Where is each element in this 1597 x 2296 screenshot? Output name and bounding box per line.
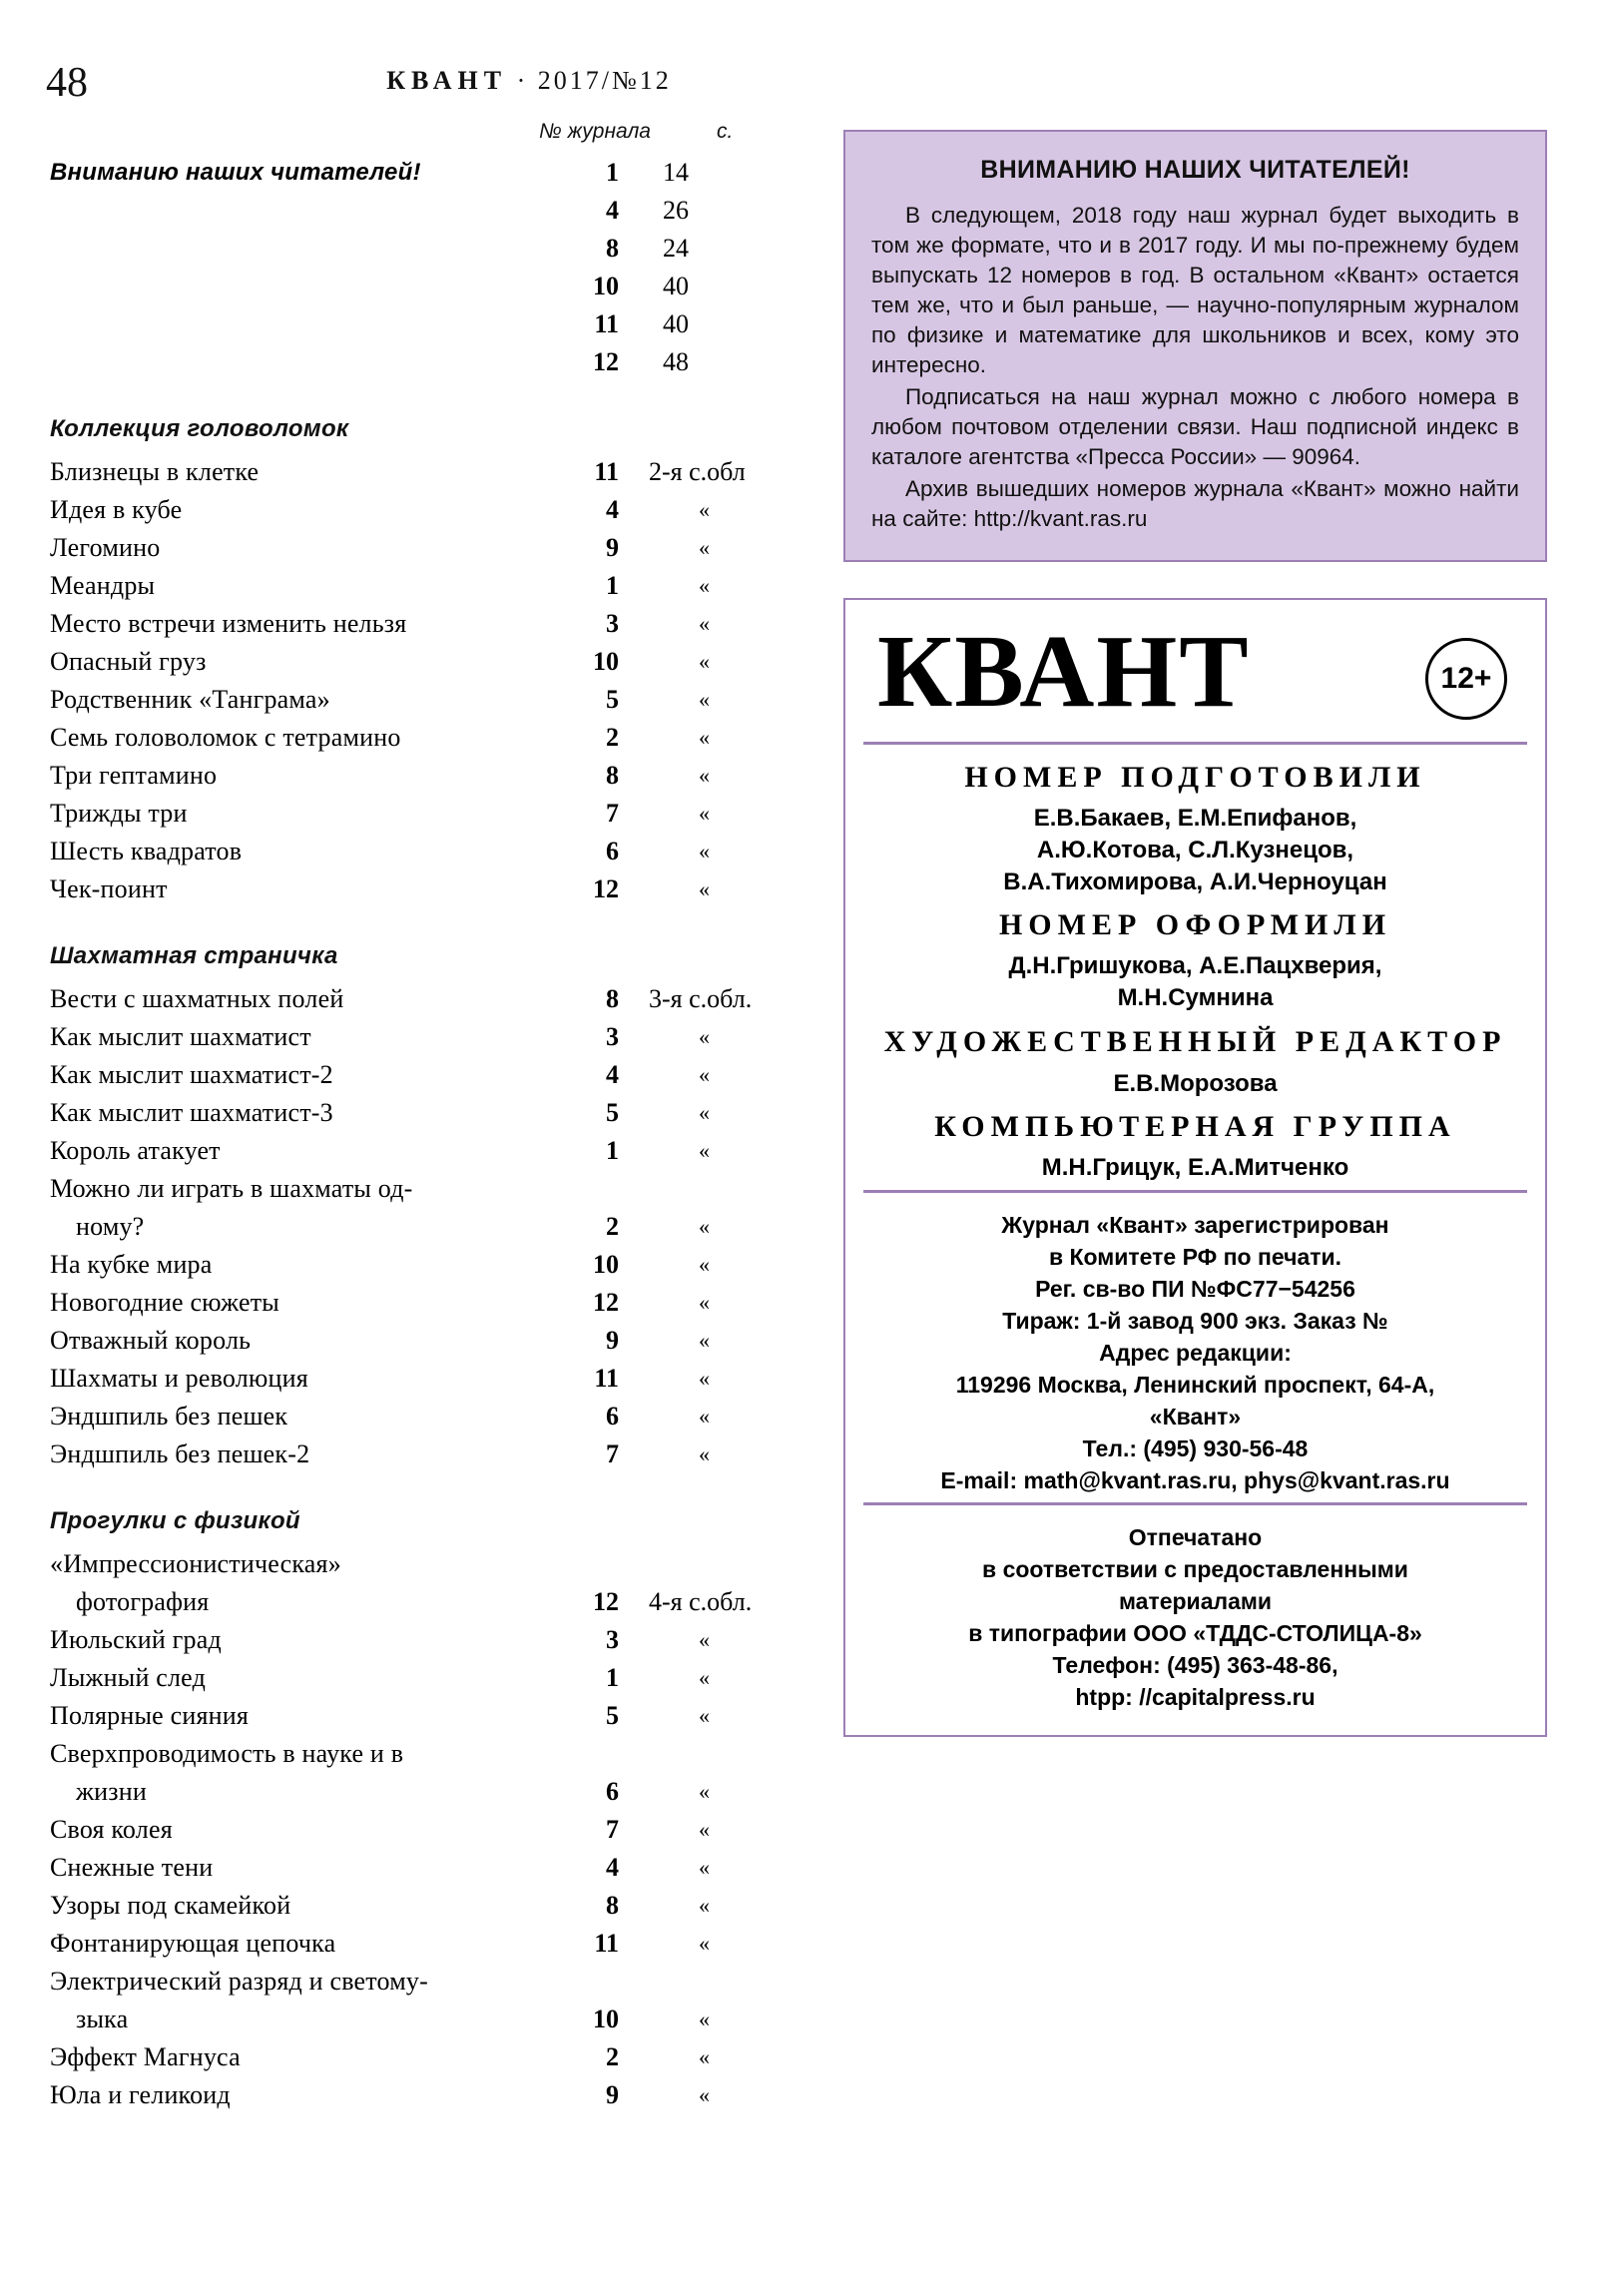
contents-row[interactable]	[50, 1773, 779, 1811]
entry-issue-number: 10	[593, 647, 619, 676]
entry-page-number: «	[699, 839, 710, 863]
entry-title: Чек-поинт	[50, 874, 168, 903]
entry-title: Эндшпиль без пешек	[50, 1402, 288, 1431]
age-rating-badge: 12+	[1425, 638, 1507, 720]
entry-title: Шесть квадратов	[50, 837, 243, 865]
contents-row[interactable]	[50, 1963, 779, 2001]
entry-page-number: «	[699, 1441, 710, 1466]
section-spacer	[50, 381, 779, 415]
contents-row[interactable]	[50, 230, 779, 268]
contents-row[interactable]	[50, 833, 779, 870]
header-separator: ·	[516, 66, 529, 95]
contents-row[interactable]	[50, 1659, 779, 1697]
contents-row[interactable]	[50, 719, 779, 757]
contents-row[interactable]	[50, 1322, 779, 1360]
entry-issue-number: 8	[606, 1891, 619, 1920]
entry-page-number: «	[699, 2007, 710, 2031]
entry-title: На кубке мира	[50, 1250, 213, 1279]
entry-page-number: 40	[663, 272, 689, 300]
entry-page-number: «	[699, 1062, 710, 1087]
page-header	[0, 40, 1597, 106]
entry-issue-number: 11	[594, 1929, 619, 1958]
printing-line: в типографии ООО «ТДДС-СТОЛИЦА-8»	[968, 1620, 1422, 1646]
credit-heading: НОМЕР ПОДГОТОВИЛИ	[964, 761, 1426, 794]
running-head	[0, 66, 1058, 96]
entry-page-number: «	[699, 1252, 710, 1277]
contents-row[interactable]	[50, 529, 779, 567]
entry-title: Как мыслит шахматист	[50, 1022, 311, 1051]
registration-info	[863, 1209, 1527, 1496]
entry-page-number: «	[699, 1404, 710, 1429]
entry-title: Узоры под скамейкой	[50, 1891, 291, 1920]
registration-line: Тел.: (495) 930-56-48	[1082, 1435, 1309, 1461]
entry-page-number: «	[699, 1855, 710, 1880]
notice-paragraph: В следующем, 2018 году наш журнал будет выходить в том же формате, что и в 2017 году. И мы по-прежнему будем выпускать 12 номеров в год. В остальном «Квант» остается тем же, что и был раньше, — научно-популярным журналом по физике и математике для школьников и всех, кому это интересно.	[871, 203, 1519, 377]
contents-row[interactable]	[50, 605, 779, 643]
entry-issue-number: 5	[606, 1098, 619, 1127]
contents-row[interactable]	[50, 1887, 779, 1925]
entry-page-number: «	[699, 1627, 710, 1652]
entry-page-number: «	[699, 2044, 710, 2069]
entry-issue-number: 11	[594, 457, 619, 486]
entry-page-number: «	[699, 725, 710, 750]
registration-line: «Квант»	[1149, 1404, 1242, 1430]
entry-title: Близнецы в клетке	[50, 457, 260, 486]
entry-page-number: «	[699, 649, 710, 674]
notice-body	[871, 201, 1519, 534]
entry-title: Эффект Магнуса	[50, 2042, 241, 2071]
entry-page-number: «	[699, 1779, 710, 1804]
contents-row[interactable]	[50, 154, 779, 192]
contents-row[interactable]	[50, 1621, 779, 1659]
notice-paragraph: Архив вышедших номеров журнала «Квант» можно найти на сайте: http://kvant.ras.ru	[871, 476, 1519, 531]
entry-page-number: «	[699, 2082, 710, 2107]
printing-line: в соответствии с предоставленными	[982, 1556, 1408, 1582]
entry-page-number: «	[699, 1100, 710, 1125]
contents-row[interactable]	[50, 2076, 779, 2114]
contents-row[interactable]	[50, 1094, 779, 1132]
entry-title: Как мыслит шахматист-2	[50, 1060, 333, 1089]
entry-page-number: «	[699, 687, 710, 712]
entry-title: Электрический разряд и светому-	[50, 1967, 428, 1996]
entry-page-number: «	[699, 1703, 710, 1728]
entry-page-number: «	[699, 1893, 710, 1918]
kvant-logo: КВАНТ	[877, 614, 1251, 729]
entry-page-number: 40	[663, 309, 689, 338]
page-number: 48	[46, 60, 88, 106]
section-title: Коллекция головоломок	[50, 415, 349, 442]
entry-title: Вниманию наших читателей!	[50, 159, 421, 186]
entry-issue-number: 8	[606, 234, 619, 263]
entry-page-number: «	[699, 497, 710, 522]
entry-page-number: «	[699, 1931, 710, 1956]
entry-page-number: «	[699, 1817, 710, 1842]
entry-page-number: 4-я с.обл.	[649, 1587, 753, 1616]
entry-title: Как мыслит шахматист-3	[50, 1098, 333, 1127]
entry-title: Король атакует	[50, 1136, 221, 1165]
entry-issue-number: 4	[606, 196, 619, 225]
entry-title: Опасный груз	[50, 647, 207, 676]
divider-top	[863, 742, 1527, 745]
entry-page-number: 24	[663, 234, 689, 263]
entry-title: Своя колея	[50, 1815, 173, 1844]
contents-row[interactable]	[50, 453, 779, 491]
entry-title: Трижды три	[50, 799, 188, 828]
entry-issue-number: 12	[593, 347, 619, 376]
entry-page-number: «	[699, 876, 710, 901]
entry-title: «Импрессионистическая»	[50, 1549, 341, 1578]
entry-title: зыка	[76, 2005, 129, 2033]
entry-issue-number: 7	[606, 799, 619, 828]
entry-title: жизни	[76, 1777, 147, 1806]
entry-page-number: 3-я с.обл.	[649, 984, 753, 1013]
contents-row[interactable]	[50, 1398, 779, 1435]
contents-list	[50, 120, 779, 2114]
contents-row[interactable]	[50, 1849, 779, 1887]
entry-issue-number: 10	[593, 2005, 619, 2033]
entry-issue-number: 7	[606, 1439, 619, 1468]
registration-line: 119296 Москва, Ленинский проспект, 64-А,	[955, 1372, 1435, 1398]
entry-title: фотография	[76, 1587, 210, 1616]
entry-issue-number: 7	[606, 1815, 619, 1844]
contents-column-header	[50, 120, 779, 154]
entry-title: Полярные сияния	[50, 1701, 249, 1730]
entry-page-number: «	[699, 535, 710, 560]
right-sidebar	[843, 130, 1547, 1737]
registration-line: Адрес редакции:	[1099, 1340, 1292, 1366]
notice-heading: ВНИМАНИЮ НАШИХ ЧИТАТЕЛЕЙ!	[980, 156, 1410, 184]
entry-title: Сверхпроводимость в науке и в	[50, 1739, 404, 1768]
credit-heading: ХУДОЖЕСТВЕННЫЙ РЕДАКТОР	[883, 1025, 1507, 1058]
credit-heading: НОМЕР ОФОРМИЛИ	[998, 908, 1392, 941]
entry-page-number: «	[699, 1214, 710, 1239]
contents-row[interactable]	[50, 1284, 779, 1322]
registration-line: Рег. св-во ПИ №ФС77−54256	[1035, 1276, 1355, 1302]
section-title: Прогулки с физикой	[50, 1507, 300, 1534]
entry-issue-number: 1	[606, 158, 619, 187]
contents-row[interactable]	[50, 305, 779, 343]
entry-title: Легомино	[50, 533, 161, 562]
entry-issue-number: 2	[606, 2042, 619, 2071]
contents-row[interactable]	[50, 1583, 779, 1621]
entry-page-number: «	[699, 1290, 710, 1315]
header-issue-column: № журнала	[539, 120, 651, 143]
entry-title: Фонтанирующая цепочка	[50, 1929, 336, 1958]
credit-names	[863, 1152, 1527, 1184]
entry-page-number: «	[699, 611, 710, 636]
section-title: Шахматная страничка	[50, 942, 338, 969]
entry-title: Шахматы и революция	[50, 1364, 308, 1393]
contents-row[interactable]	[50, 1056, 779, 1094]
notice-paragraph: Подписаться на наш журнал можно с любого номера в любом почтовом отделении связи. Наш подписной индекс в каталоге агентства «Пресса России» — 90964.	[871, 384, 1519, 469]
contents-row[interactable]	[50, 343, 779, 381]
entry-title: Можно ли играть в шахматы од-	[50, 1174, 413, 1203]
contents-row[interactable]	[50, 491, 779, 529]
entry-issue-number: 5	[606, 685, 619, 714]
entry-issue-number: 10	[593, 1250, 619, 1279]
entry-title: Июльский град	[50, 1625, 222, 1654]
entry-issue-number: 3	[606, 609, 619, 638]
entry-issue-number: 2	[606, 1212, 619, 1241]
section-spacer	[50, 1473, 779, 1507]
entry-page-number: «	[699, 763, 710, 788]
divider-bottom	[863, 1502, 1527, 1505]
entry-title: Меандры	[50, 571, 156, 600]
entry-page-number: 14	[663, 158, 689, 187]
registration-line: Тираж: 1-й завод 900 экз. Заказ №	[1002, 1308, 1388, 1334]
credit-name-line: М.Н.Сумнина	[1117, 984, 1274, 1011]
contents-row[interactable]	[50, 192, 779, 230]
contents-row[interactable]	[50, 870, 779, 908]
entry-title: Три гептамино	[50, 761, 218, 790]
credit-blocks	[863, 761, 1527, 1184]
credit-name-line: А.Ю.Котова, С.Л.Кузнецов,	[1036, 837, 1354, 863]
credit-name-line: Д.Н.Гришукова, А.Е.Пацхверия,	[1008, 952, 1382, 979]
entry-issue-number: 11	[594, 1364, 619, 1393]
entry-issue-number: 4	[606, 1060, 619, 1089]
registration-line: E-mail: math@kvant.ras.ru, phys@kvant.ras.ru	[940, 1467, 1450, 1493]
entry-issue-number: 3	[606, 1625, 619, 1654]
entry-title: Идея в кубе	[50, 495, 183, 524]
entry-title: Эндшпиль без пешек-2	[50, 1439, 310, 1468]
issue-label: 2017/№12	[537, 66, 672, 95]
printing-line: Телефон: (495) 363-48-86,	[1052, 1652, 1338, 1678]
credit-names	[863, 950, 1527, 1014]
contents-row[interactable]	[50, 1811, 779, 1849]
entry-issue-number: 4	[606, 1853, 619, 1882]
contents-row[interactable]	[50, 681, 779, 719]
entry-issue-number: 12	[593, 1288, 619, 1317]
reader-notice-box	[843, 130, 1547, 562]
divider-middle	[863, 1190, 1527, 1193]
contents-row[interactable]	[50, 2038, 779, 2076]
credit-names	[863, 1068, 1527, 1100]
entry-title: Вести с шахматных полей	[50, 984, 344, 1013]
credits-box	[843, 598, 1547, 1737]
contents-row[interactable]	[50, 1435, 779, 1473]
contents-row[interactable]	[50, 643, 779, 681]
contents-row[interactable]	[50, 268, 779, 305]
entry-issue-number: 6	[606, 1402, 619, 1431]
printing-line: Отпечатано	[1128, 1524, 1263, 1550]
entry-issue-number: 11	[594, 309, 619, 338]
section-spacer	[50, 908, 779, 942]
magazine-name: КВАНТ	[386, 66, 508, 95]
entry-page-number: 48	[663, 347, 689, 376]
entry-title: Семь головоломок с тетрамино	[50, 723, 401, 752]
registration-line: Журнал «Квант» зарегистрирован	[1001, 1212, 1389, 1238]
credit-name-line: М.Н.Грицук, Е.А.Митченко	[1041, 1154, 1349, 1181]
entry-issue-number: 12	[593, 1587, 619, 1616]
contents-row[interactable]	[50, 1132, 779, 1170]
entry-title: Новогодние сюжеты	[50, 1288, 279, 1317]
entry-page-number: «	[699, 801, 710, 826]
contents-row[interactable]	[50, 1545, 779, 1583]
entry-page-number: «	[699, 1138, 710, 1163]
entry-issue-number: 4	[606, 495, 619, 524]
entry-title: Юла и геликоид	[50, 2080, 231, 2109]
printing-line: htpp: //capitalpress.ru	[1075, 1684, 1316, 1710]
logo-area	[863, 616, 1527, 736]
entry-page-number: «	[699, 573, 710, 598]
entry-issue-number: 10	[593, 272, 619, 300]
contents-row[interactable]	[50, 1170, 779, 1208]
entry-issue-number: 8	[606, 984, 619, 1013]
entry-page-number: «	[699, 1665, 710, 1690]
credit-name-line: Е.В.Бакаев, Е.М.Епифанов,	[1033, 805, 1357, 832]
contents-row[interactable]	[50, 1697, 779, 1735]
entry-issue-number: 1	[606, 1136, 619, 1165]
entry-issue-number: 12	[593, 874, 619, 903]
entry-title: ному?	[76, 1212, 145, 1241]
contents-row[interactable]	[50, 1360, 779, 1398]
entry-title: Родственник «Танграма»	[50, 685, 330, 714]
credit-names	[863, 803, 1527, 898]
entry-issue-number: 9	[606, 1326, 619, 1355]
entry-title: Отважный король	[50, 1326, 252, 1355]
contents-row[interactable]	[50, 1925, 779, 1963]
entry-issue-number: 3	[606, 1022, 619, 1051]
contents-row[interactable]	[50, 1246, 779, 1284]
entry-issue-number: 9	[606, 533, 619, 562]
credit-name-line: В.А.Тихомирова, А.И.Черноуцан	[1003, 868, 1387, 895]
contents-row[interactable]	[50, 1735, 779, 1773]
entry-issue-number: 2	[606, 723, 619, 752]
contents-row[interactable]	[50, 757, 779, 795]
entry-title: Снежные тени	[50, 1853, 214, 1882]
entry-page-number: 2-я с.обл	[649, 457, 746, 486]
registration-line: в Комитете РФ по печати.	[1048, 1244, 1342, 1270]
contents-row[interactable]	[50, 567, 779, 605]
contents-row[interactable]	[50, 2001, 779, 2038]
entry-page-number: «	[699, 1366, 710, 1391]
entry-issue-number: 8	[606, 761, 619, 790]
entry-page-number: «	[699, 1328, 710, 1353]
entry-issue-number: 9	[606, 2080, 619, 2109]
entry-page-number: 26	[663, 196, 689, 225]
contents-row[interactable]	[50, 1208, 779, 1246]
entry-page-number: «	[699, 1024, 710, 1049]
printing-line: материалами	[1118, 1588, 1273, 1614]
entry-issue-number: 1	[606, 571, 619, 600]
entry-title: Место встречи изменить нельзя	[50, 609, 407, 638]
entry-title: Лыжный след	[50, 1663, 207, 1692]
credit-heading: КОМПЬЮТЕРНАЯ ГРУППА	[934, 1110, 1456, 1143]
contents-row[interactable]	[50, 980, 779, 1018]
contents-row[interactable]	[50, 1018, 779, 1056]
entry-issue-number: 6	[606, 1777, 619, 1806]
credit-name-line: Е.В.Морозова	[1113, 1070, 1278, 1097]
entry-issue-number: 1	[606, 1663, 619, 1692]
entry-issue-number: 6	[606, 837, 619, 865]
contents-row[interactable]	[50, 795, 779, 833]
entry-issue-number: 5	[606, 1701, 619, 1730]
printing-info	[863, 1521, 1527, 1713]
header-page-column: с.	[717, 120, 734, 143]
